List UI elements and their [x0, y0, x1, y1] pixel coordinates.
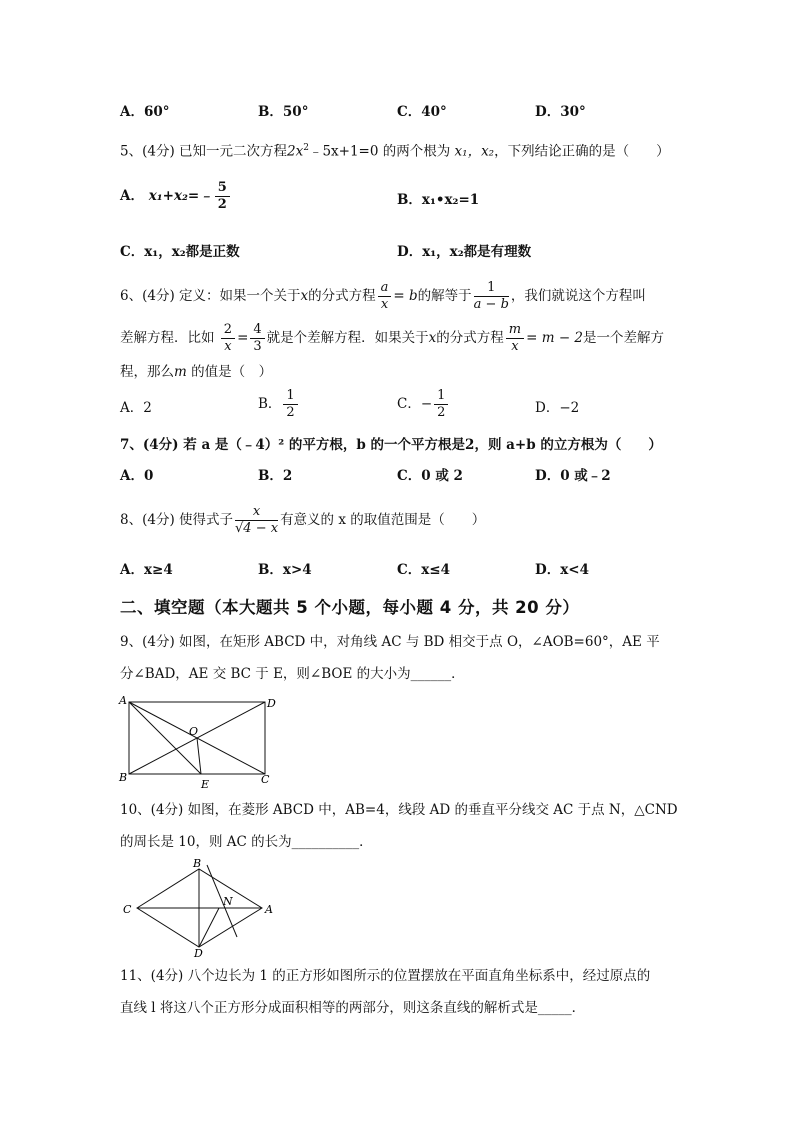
q10-line-2: 的周长是 10，则 AC 的长为__________． — [120, 834, 373, 850]
q6-line-3: 程，那么m 的值是（ ） — [120, 364, 273, 380]
q9-line-2: 分∠BAD，AE 交 BC 于 E，则∠BOE 的大小为______． — [120, 666, 465, 682]
q4-option-c: C．40° — [397, 104, 447, 120]
q8-option-a: A．x≥4 — [120, 562, 173, 578]
q5-stem: 5、(4分) 已知一元二次方程$2x^2﹣5x+1=0$ 的两个根为 x₁，x₂，下列结论正确的是（ ） — [120, 143, 670, 160]
q8-option-c: C．x≤4 — [397, 562, 450, 578]
q6-line-2: 差解方程．比如 $\frac{2}{x}$ = $\frac{4}{3}$ 就是个差解方程．如果关于x的分式方程 $\frac{m}{x}$ = m − 2是一个差解方 — [120, 322, 665, 354]
label-b: B — [119, 771, 128, 784]
label-d: D — [194, 947, 203, 960]
q9-rectangle-diagram — [115, 693, 280, 793]
q7-option-b: B．2 — [258, 468, 293, 484]
q7-stem: 7、(4分) 若 a 是（﹣4）² 的平方根，b 的一个平方根是2，则 a+b 的立方根为（ ） — [120, 437, 662, 453]
q10-line-1: 10、(4分) 如图，在菱形 ABCD 中，AB=4，线段 AD 的垂直平分线交 AC 于点 N，△CND — [120, 802, 678, 818]
q8-stem: 8、(4分) 使得式子 $\frac{x}{√4 - x}$ 有意义的 x 的取值范围是（ ） — [120, 504, 486, 536]
q5-option-a: A． x₁+x₂=﹣ $\frac{5}{2}$ — [120, 180, 232, 213]
q6-option-d: D．−2 — [535, 400, 580, 416]
q6-line-1: 6、(4分) 定义：如果一个关于x的分式方程 $\frac{a}{x}$ = b的解等于 $\frac{1}{a - b}$ ，我们就说这个方程叫 — [120, 280, 646, 312]
label-c: C — [261, 773, 270, 786]
q5-option-c: C．x₁，x₂都是正数 — [120, 244, 240, 260]
label-o: O — [189, 725, 199, 738]
label-a: A — [119, 694, 127, 707]
section-title-fill-in: 二、填空题（本大题共 5 个小题，每小题 4 分，共 20 分） — [120, 598, 580, 617]
q11-line-1: 11、(4分) 八个边长为 1 的正方形如图所示的位置摆放在平面直角坐标系中，经过原点的 — [120, 968, 651, 984]
label-n: N — [223, 895, 233, 908]
q5-option-b: B．x₁•x₂=1 — [397, 192, 480, 208]
q9-line-1: 9、(4分) 如图，在矩形 ABCD 中，对角线 AC 与 BD 相交于点 O，∠AOB=60°，AE 平 — [120, 634, 660, 650]
label-c: C — [123, 903, 132, 916]
segment-ae — [129, 702, 201, 774]
q6-option-b: B． $\frac{1}{2}$ — [258, 388, 300, 421]
q4-option-d: D．30° — [535, 104, 586, 120]
q8-option-b: B．x>4 — [258, 562, 312, 578]
q11-line-2: 直线 l 将这八个正方形分成面积相等的两部分，则这条直线的解析式是_____． — [120, 1000, 586, 1016]
q7-option-d: D．0 或﹣2 — [535, 468, 611, 484]
q7-option-c: C．0 或 2 — [397, 468, 463, 484]
label-a: A — [265, 903, 273, 916]
label-d: D — [267, 697, 276, 710]
q8-option-d: D．x<4 — [535, 562, 589, 578]
q6-option-a: A．2 — [120, 400, 152, 416]
segment-oe — [197, 738, 201, 774]
q6-option-c: C．− $\frac{1}{2}$ — [397, 388, 450, 421]
q7-option-a: A．0 — [120, 468, 154, 484]
q10-rhombus-diagram — [115, 855, 285, 960]
q4-option-a: A．60° — [120, 104, 170, 120]
q5-option-d: D．x₁，x₂都是有理数 — [397, 244, 532, 260]
q4-option-b: B．50° — [258, 104, 309, 120]
label-e: E — [201, 778, 210, 791]
label-b: B — [193, 857, 202, 870]
